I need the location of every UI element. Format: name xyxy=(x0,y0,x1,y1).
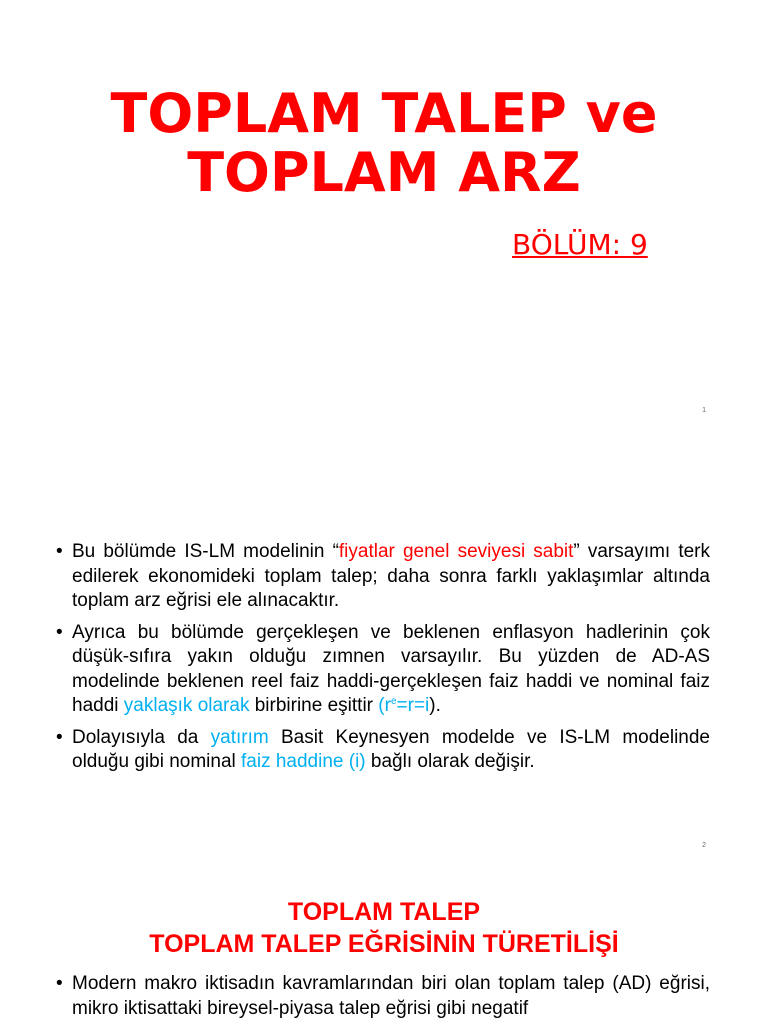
bullet-item: • Dolayısıyla da yatırım Basit Keynesyen modelde ve IS-LM modelinde olduğu gibi nominal faiz haddine (i) bağlı olarak değişir. xyxy=(56,726,710,772)
slide-3 xyxy=(0,864,768,1024)
bullet-list xyxy=(56,540,710,782)
bullet-icon: • xyxy=(56,541,63,562)
bullet-icon: • xyxy=(56,973,63,994)
bullet-icon: • xyxy=(56,726,63,748)
chapter-label: BÖLÜM: 9 xyxy=(512,228,648,261)
highlight-blue: yatırım xyxy=(210,726,269,748)
page-number: 1 xyxy=(702,407,706,414)
bullet-icon: • xyxy=(56,621,63,643)
bullet-item: • Bu bölümde IS-LM modelinin “fiyatlar genel seviyesi sabit” varsayımı terk edilerek ekonomideki toplam talep; daha sonra farklı yaklaşımlar altında toplam arz eğrisi ele alınacaktır. xyxy=(56,541,710,611)
slide-2 xyxy=(0,432,768,864)
equation: ($r^e=r=i$ xyxy=(378,695,430,716)
highlight-blue: faiz haddine (i) xyxy=(241,751,366,772)
bullet-list xyxy=(56,972,710,1028)
title-line-2: TOPLAM TALEP EĞRİSİNİN TÜRETİLİŞİ xyxy=(149,930,619,958)
title-line-2: TOPLAM ARZ xyxy=(187,141,581,204)
slide-title xyxy=(0,896,768,960)
slide-1 xyxy=(0,0,768,432)
title-line-1: TOPLAM TALEP xyxy=(287,898,481,926)
bullet-item: • Modern makro iktisadın kavramlarından biri olan toplam talep (AD) eğrisi, mikro iktisattaki bireysel-piyasa talep eğrisi gibi negatif xyxy=(56,973,710,1019)
highlight-red: fiyatlar genel seviyesi sabit xyxy=(338,541,574,562)
slide-title xyxy=(0,84,768,202)
title-line-1: TOPLAM TALEP ve xyxy=(110,82,658,145)
highlight-blue: yaklaşık olarak xyxy=(123,695,250,716)
bullet-item: • Ayrıca bu bölümde gerçekleşen ve beklenen enflasyon hadlerinin çok düşük-sıfıra yakın olduğu zımnen varsayılır. Bu yüzden de AD-AS modelinde beklenen reel faiz haddi-gerçekleşen faiz haddi ve nominal faiz haddi yaklaşık olarak birbirine eşittir $(r^e=r=i)$. xyxy=(56,621,710,716)
page-number: 2 xyxy=(702,842,706,849)
